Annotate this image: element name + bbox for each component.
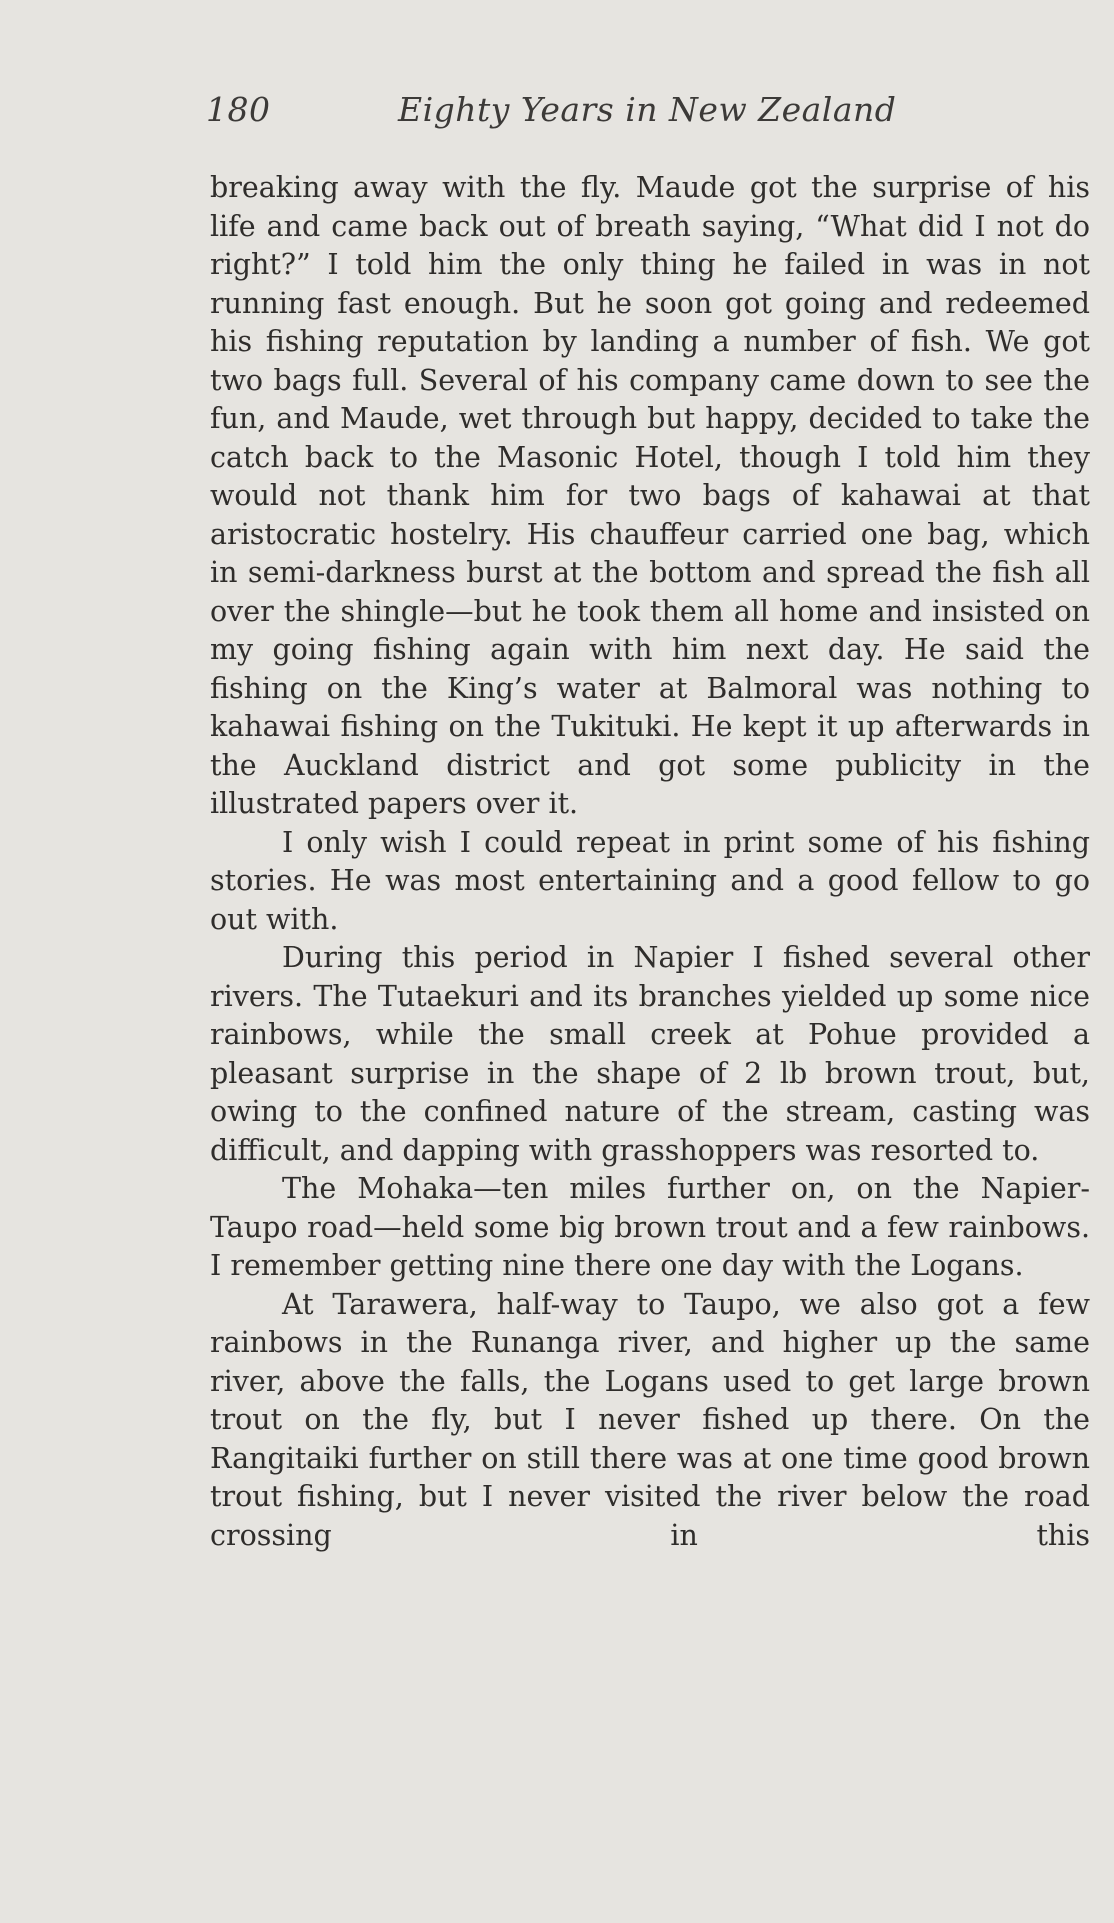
page-number: 180 bbox=[206, 90, 271, 129]
paragraph: At Tarawera, half-way to Taupo, we also got a few rainbows in the Runanga river, and higher up the same river, above the falls, the Logans used to get large brown trout on the fly, but I never fished up there. On the Rangitaiki further on still there was at one time good brown trout fishing, but I never visited the river below the road crossing in this bbox=[210, 1287, 1090, 1552]
body-text bbox=[210, 169, 1090, 1555]
running-head bbox=[206, 90, 1096, 138]
paragraph: The Mohaka—ten miles further on, on the Napier-Taupo road—held some big brown trout and a few rainbows. I remember getting nine there one day with the Logans. bbox=[210, 1172, 1090, 1282]
book-title: Eighty Years in New Zealand bbox=[398, 90, 897, 129]
paragraph: I only wish I could repeat in print some of his fishing stories. He was most entertaining and a good fellow to go out with. bbox=[210, 825, 1090, 936]
paragraph-continued: breaking away with the fly. Maude got the surprise of his life and came back out of breath saying, “What did I not do right?” I told him the only thing he failed in was in not running fast enough. But he soon got going and redeemed his fishing reputation by landing a number of fish. We got two bags full. Several of his company came down to see the fun, and Maude, wet through but happy, decided to take the catch back to the Masonic Hotel, though I told him they would not thank him for two bags of kahawai at that aristocratic hostelry. His chauffeur carried one bag, which in semi-darkness burst at the bottom and spread the fish all over the shingle—but he took them all home and insisted on my going fishing again with him next day. He said the fishing on the King’s water at Balmoral was nothing to kahawai fishing on the Tukituki. He kept it up afterwards in the Auckland district and got some publicity in the illustrated papers over it. bbox=[210, 171, 1090, 820]
paragraph: During this period in Napier I fished several other rivers. The Tutaekuri and its branches yielded up some nice rainbows, while the small creek at Pohue provided a pleasant surprise in the shape of 2 lb brown trout, but, owing to the confined nature of the stream, casting was difficult, and dapping with grasshoppers was resorted to. bbox=[210, 941, 1090, 1167]
